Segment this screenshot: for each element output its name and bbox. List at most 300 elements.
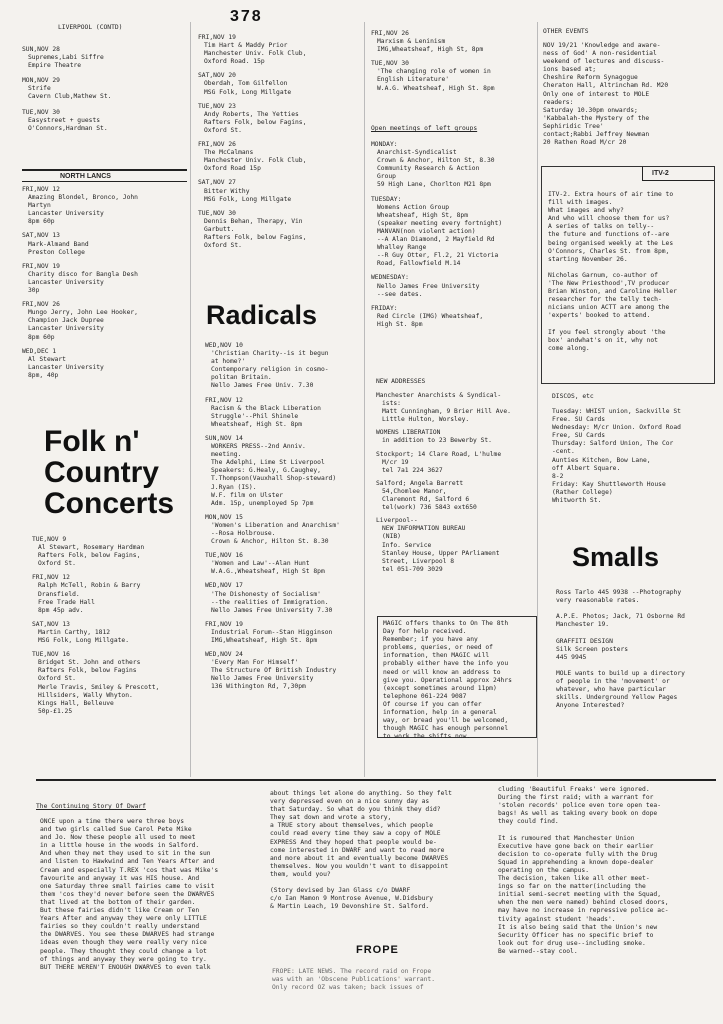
heading-line: Country xyxy=(44,456,159,489)
text-line: TUE,NOV 30 xyxy=(22,108,60,116)
magic-text xyxy=(383,620,533,741)
text-line: skills. Underground Yellow Pages xyxy=(556,694,678,702)
text-line: problems, queries, or need of xyxy=(383,644,493,652)
text-line: (Story devised by Jan Glass c/o DWARF xyxy=(270,887,411,895)
text-line: Oberdah, Tom Gilfellon xyxy=(204,80,288,88)
text-line xyxy=(548,264,712,272)
text-line: Womens Action Group xyxy=(377,203,450,211)
listing-entry xyxy=(376,451,536,475)
text-line: FRI,NOV 26 xyxy=(22,301,60,309)
text-line: It is also being said that the Union's new xyxy=(498,923,658,931)
text-line: What images and why? xyxy=(548,207,624,215)
text-line: Martyn xyxy=(28,202,51,210)
text-line: politan Britain. xyxy=(211,374,272,382)
new-addresses-header: NEW ADDRESSES xyxy=(376,378,426,385)
listing-entry xyxy=(22,46,187,70)
text-line: The decision, taken like all other meet- xyxy=(498,875,650,883)
itv2-text xyxy=(548,191,712,353)
listing-entry xyxy=(371,196,536,269)
text-line: c/o Ian Mamon 9 Montrose Avenue, W.Didsbury xyxy=(270,895,434,903)
text-line: Bitter Withy xyxy=(204,187,250,195)
text-line: Crown & Anchor, Hilton St, 8.30 xyxy=(377,157,495,165)
listing-entry xyxy=(198,210,363,250)
text-line: GRAFFITI DESIGN xyxy=(556,637,613,645)
text-line: Matt Cunningham, 9 Brier Hill Ave. xyxy=(382,408,511,416)
text-line: 8pm, 40p xyxy=(28,371,59,379)
text-line: fill with images. xyxy=(548,199,613,207)
text-line: Merle Travis, Smiley & Prescott, xyxy=(38,683,160,691)
text-line: Road, Fallowfield M.14 xyxy=(377,260,461,268)
text-line: come along. xyxy=(548,344,590,352)
page-number: 378 xyxy=(230,8,263,25)
text-line: -cent. xyxy=(552,448,575,456)
text-line: ness of God' A non-residential xyxy=(543,50,657,58)
listing-entry xyxy=(22,232,187,256)
text-line: give you. Operational approx 24hrs xyxy=(383,676,512,684)
text-line: SUN,NOV 28 xyxy=(22,46,60,53)
text-line: Preston College xyxy=(28,248,85,256)
text-line: W.A.G.,Wheatsheaf, High St 8pm xyxy=(211,568,325,576)
text-line: and two girls called Sue Carol Pete Mike xyxy=(40,826,192,834)
text-line: Squad in apprehending a known dope-dealer xyxy=(498,858,654,866)
text-line: A series of talks on telly-- xyxy=(548,223,655,231)
text-line: Supremes,Labi Siffre xyxy=(28,54,104,62)
text-line: Cream and especially T.REX 'cos that was Mike's xyxy=(40,866,219,874)
open-meetings-header: Open meetings of left groups xyxy=(371,125,478,132)
text-line: Mark-Almand Band xyxy=(28,240,89,248)
text-line: Only record OZ was taken; back issues of xyxy=(272,984,424,992)
text-line: NEW INFORMATION BUREAU xyxy=(382,525,466,533)
text-line: Free. SU Cards xyxy=(552,416,606,424)
story-column-2 xyxy=(270,790,502,911)
text-line: O'Connors,Hardman St. xyxy=(28,124,108,132)
text-line: Nello James Free Univ. 7.30 xyxy=(211,382,314,390)
text-line: Contemporary religion in cosmo- xyxy=(211,366,329,374)
text-line: Cheraton Hall, Altrincham Rd. M20 xyxy=(543,82,669,90)
discos-listings xyxy=(552,408,720,505)
text-line: FRI,NOV 12 xyxy=(22,186,60,193)
north-lancs-listings xyxy=(22,186,187,386)
text-line: researcher for the telly tech- xyxy=(548,296,662,304)
text-line: Be warned--stay cool. xyxy=(498,947,578,955)
text-line: EXPRESS And they hoped that people would be- xyxy=(270,838,437,846)
column-rule xyxy=(190,22,191,777)
text-line: Lancaster University xyxy=(28,363,104,371)
text-line: Oxford St. xyxy=(38,675,76,683)
text-line: 'Christian Charity--is it begun xyxy=(211,350,329,358)
text-line: and listen to Hawkwind and Ten Years After and xyxy=(40,858,215,866)
listing-entry xyxy=(22,109,187,133)
text-line: tel(work) 736 5843 ext650 xyxy=(382,504,477,512)
text-line: Community Research & Action xyxy=(377,165,480,173)
text-line: Al Stewart xyxy=(28,355,66,363)
text-line: Rafters Folk, below Fagins, xyxy=(38,552,141,560)
text-line: It is rumoured that Manchester Union xyxy=(498,834,635,842)
listing-entry xyxy=(22,301,187,341)
text-line: 54,Chomlee Manor, xyxy=(382,487,447,495)
text-line: Little Hulton, Worsley. xyxy=(382,416,470,424)
text-line: Info. Service xyxy=(382,541,432,549)
text-line: 'The Dishonesty of Socialism' xyxy=(211,590,321,598)
text-line: 'The changing role of women in xyxy=(377,68,491,76)
listing-entry xyxy=(371,305,536,329)
text-line: 20 Rathen Road M/cr 20 xyxy=(543,139,627,147)
text-line: initial semi-secret meeting with the Squad, xyxy=(498,891,662,899)
radicals-heading: Radicals xyxy=(206,300,318,330)
text-line: 'The New Priesthood',TV producer xyxy=(548,280,670,288)
text-line: (NIB) xyxy=(382,533,401,541)
text-line: need or will know an address to xyxy=(383,668,501,676)
text-line: in addition to 23 Bewerby St. xyxy=(382,437,492,445)
text-line: Salford; Angela Barrett xyxy=(376,479,464,487)
text-line: --A Alan Diamond, 2 Mayfield Rd xyxy=(377,236,495,244)
text-line: Racism & the Black Liberation xyxy=(211,404,321,412)
heading-line: Folk n' xyxy=(44,425,140,458)
text-line: & Martin Leach, 19 Devonshire St. Salford. xyxy=(270,903,430,911)
text-line: Oxford St. xyxy=(204,242,242,250)
other-events-header: OTHER EVENTS xyxy=(543,28,589,35)
text-line: Red Circle (IMG) Wheatsheaf, xyxy=(377,312,484,320)
text-line: Nello James Free University xyxy=(377,282,480,290)
text-line: Day for help received. xyxy=(383,628,467,636)
text-line: FRI,NOV 19 xyxy=(198,34,236,41)
text-line: Kings Hall, Belleuve xyxy=(38,699,114,707)
listing-entry xyxy=(205,397,365,429)
text-line: 8pm 60p xyxy=(28,333,55,341)
text-line: TUE,NOV 9 xyxy=(32,536,67,543)
text-line: Claremont Rd, Salford 6 xyxy=(382,496,470,504)
text-line: FRI,NOV 26 xyxy=(198,141,236,149)
text-line: Oxford Road 15p xyxy=(204,165,261,173)
listing-entry xyxy=(22,77,187,101)
north-lancs-header: NORTH LANCS xyxy=(60,173,111,180)
text-line: Lancaster University xyxy=(28,325,104,333)
text-line: Ross Tarlo 445 9938 --Photography xyxy=(556,589,682,596)
text-line: and Jo. Now these people all used to meet xyxy=(40,834,196,842)
text-line: when the men were named) behind closed doors, xyxy=(498,899,669,907)
text-line: Manchester 19. xyxy=(556,621,610,629)
text-line: IMG,Wheatsheaf, High St. 8pm xyxy=(211,637,318,644)
text-line: bags! As well as taking every book on dope xyxy=(498,810,658,818)
text-line: that Saturday. So what do you think they did? xyxy=(270,806,441,814)
text-line: J.Ryan (IS). xyxy=(211,483,257,491)
text-line: FROPE: LATE NEWS. The record raid on Frope xyxy=(272,968,432,975)
text-line: TUESDAY: xyxy=(371,195,402,203)
text-line: FRI,NOV 19 xyxy=(22,262,60,270)
text-line: 'stolen records' police even tore open tea- xyxy=(498,802,662,810)
text-line: TUE,NOV 16 xyxy=(32,651,70,659)
text-line: Friday: Kay Shuttleworth House xyxy=(552,480,666,488)
text-line: 50p-£1.25 xyxy=(38,707,73,715)
text-line: Bridget St. John and others xyxy=(38,659,141,667)
text-line: whatever, who have particular xyxy=(556,686,666,694)
text-line: 59 High Lane, Chorlton M21 8pm xyxy=(377,181,491,189)
listing-entry xyxy=(205,651,365,691)
text-line: Cavern Club,Mathew St. xyxy=(28,93,112,101)
text-line: ONCE upon a time there were three boys xyxy=(40,818,185,825)
frope-text xyxy=(272,968,504,992)
text-line: FRIDAY: xyxy=(371,304,398,312)
text-line: Group xyxy=(377,173,396,181)
text-line: 'experts' booked to attend. xyxy=(548,312,651,320)
text-line: Aunties Kitchen, Bow Lane, xyxy=(552,456,651,464)
text-line: 'Kabbalah-the Mystery of the xyxy=(543,114,650,122)
text-line: TUE,NOV 30 xyxy=(371,60,409,68)
listing-entry xyxy=(198,179,363,203)
text-line: High St. 8pm xyxy=(377,320,423,328)
text-line xyxy=(548,321,712,329)
text-line: They sat down and wrote a story, xyxy=(270,814,392,822)
text-line: Tim Hart & Maddy Prior xyxy=(204,42,288,50)
text-line: fairies so they couldn't really understand xyxy=(40,923,200,931)
text-line: W.F. film on Ulster xyxy=(211,491,284,499)
text-line: BUT THERE WEREN'T ENOUGH DWARVES to even talk xyxy=(40,963,211,971)
text-line: SAT,NOV 13 xyxy=(32,620,70,628)
text-line: may have no increase in repressive police ac- xyxy=(498,907,669,915)
listing-entry xyxy=(205,621,365,645)
text-line: TUE,NOV 16 xyxy=(205,552,243,560)
text-line xyxy=(498,826,720,834)
text-line: Mungo Jerry, John Lee Hooker, xyxy=(28,309,138,317)
text-line: WED,DEC 1 xyxy=(22,347,57,355)
text-line: Rafters Folk, below Fagins, xyxy=(204,118,307,126)
text-line: 445 9945 xyxy=(556,653,587,661)
text-line: ideas even though they were really very nice xyxy=(40,939,207,947)
text-line: Executive have gone back on their earlier xyxy=(498,842,654,850)
text-line: ions based at; xyxy=(543,66,597,74)
text-line: Manchester Anarchists & Syndical- xyxy=(376,392,502,399)
text-line: WED,NOV 24 xyxy=(205,651,243,659)
text-line: T.Thompson(Vauxhall Shop-steward) xyxy=(211,475,337,483)
text-line: Free, SU Cards xyxy=(552,432,606,440)
text-line: Al Stewart, Rosemary Hardman xyxy=(38,544,145,552)
listing-entry xyxy=(198,103,363,135)
folk-listings xyxy=(32,536,187,722)
text-line: MSG Folk, Long Millgate. xyxy=(38,637,129,645)
listing-entry xyxy=(371,274,536,298)
text-line: Anarchist-Syndicalist xyxy=(377,149,457,157)
text-line: A.P.E. Photos; Jack, 71 Osborne Rd xyxy=(556,613,685,621)
text-line: of things and anyway they were going to try. xyxy=(40,955,207,963)
text-line: ITV-2. Extra hours of air time to xyxy=(548,191,674,198)
text-line: TUE,NOV 23 xyxy=(198,102,236,110)
text-line: ists: xyxy=(382,400,401,408)
divider xyxy=(22,181,187,182)
listing-entry xyxy=(376,392,536,424)
text-line: 8pm 60p xyxy=(28,218,55,226)
text-line: tivity against student 'heads'. xyxy=(498,915,616,923)
text-line: Free Trade Hall xyxy=(38,598,95,606)
text-line: WOMENS LIBERATION xyxy=(376,429,441,437)
listing-entry xyxy=(205,552,365,576)
text-line: Crown & Anchor, Hilton St. 8.30 xyxy=(211,538,329,546)
text-line: decision to co-operate fully with the Drug xyxy=(498,850,658,858)
listing-entry xyxy=(205,514,365,546)
text-line: Empire Theatre xyxy=(28,62,82,70)
magic-box xyxy=(377,616,537,741)
smalls-heading: Smalls xyxy=(572,542,660,572)
radicals-listings xyxy=(205,342,365,698)
story-column-1 xyxy=(40,818,265,972)
text-line: information, help in a general xyxy=(383,709,497,717)
text-line: Cheshire Reform Synagogue xyxy=(543,74,638,82)
text-line: Adm. 15p, unemployed 5p 7pm xyxy=(211,499,314,507)
text-line: (except sometimes around 11pm) xyxy=(383,684,497,692)
listing-entry xyxy=(32,574,187,614)
text-line: themselves. Now you wouldn't want to disappoint xyxy=(270,862,449,870)
text-line: in a little house in the woods in Salford. xyxy=(40,842,200,850)
text-line: people. They thought they could change a lot xyxy=(40,947,207,955)
listing-entry xyxy=(198,34,363,66)
text-line: 30p xyxy=(28,287,40,295)
text-line: Hillsiders, Wally Whyton. xyxy=(38,691,133,699)
divider xyxy=(22,169,187,171)
text-line: Nello James Free University xyxy=(211,675,314,683)
listing-entry xyxy=(198,141,363,173)
text-line: --R Guy Otter, Fl.2, 21 Victoria xyxy=(377,252,499,260)
itv2-box xyxy=(541,166,715,384)
text-line: MON,NOV 29 xyxy=(22,77,60,85)
liverpool-listings xyxy=(22,46,187,140)
text-line: Industrial Forum--Stan Higginson xyxy=(211,628,333,636)
text-line: very reasonable rates. xyxy=(556,597,640,605)
text-line: Andy Roberts, The Yetties xyxy=(204,110,299,118)
text-line: Manchester Univ. Folk Club, xyxy=(204,50,307,58)
text-line: WED,NOV 17 xyxy=(205,582,243,590)
text-line: FRI,NOV 19 xyxy=(205,620,243,628)
text-line: the future and functions of--are xyxy=(548,231,670,239)
text-line: Dennis Behan, Therapy, Vin xyxy=(204,217,303,225)
listing-entry xyxy=(371,141,536,190)
text-line: operating on the campus. xyxy=(498,866,589,874)
liverpool-contd-header xyxy=(58,24,122,32)
text-line: Rafters Folk, below Fagins, xyxy=(204,233,307,241)
text-line: MSG Folk, Long Millgate xyxy=(204,88,292,96)
text-line: Stanley House, Upper PArliament xyxy=(382,549,500,557)
text-line: Marxism & Leninism xyxy=(377,38,446,46)
text-line: The Structure Of British Industry xyxy=(211,667,337,675)
story-title: The Continuing Story Of Dwarf xyxy=(36,803,146,810)
text-line: Stockport; 14 Clare Road, L'hulme xyxy=(376,450,502,458)
text-line: look out for drug use--including smoke. xyxy=(498,939,646,947)
text-line: information, then MAGIC will xyxy=(383,652,490,660)
text-line: could read every time they saw a copy of MOLE xyxy=(270,830,441,838)
text-line: WED,NOV 10 xyxy=(205,342,243,349)
divider xyxy=(642,167,643,180)
text-line: being organised weekly at the Les xyxy=(548,239,674,247)
text-line: Garbutt. xyxy=(204,225,235,233)
text-line xyxy=(270,879,502,887)
text-line: The McCalmans xyxy=(204,149,254,157)
text-line: Sephiridic Tree' xyxy=(543,122,604,130)
text-line: the DWARVES. You see these DWARVES had strange xyxy=(40,931,215,939)
text-line: 8pm 45p adv. xyxy=(38,606,84,614)
text-line: Years After and anyway they were only LITTLE xyxy=(40,915,207,923)
heading-line: Concerts xyxy=(44,487,175,520)
text-line: way, or bread you'll be welcomed, xyxy=(383,717,509,725)
listing-entry xyxy=(371,30,536,54)
text-line: at home?' xyxy=(211,358,246,366)
text-line: contact;Rabbi Jeffrey Newman xyxy=(543,131,650,139)
text-line: them, would you? xyxy=(270,870,331,878)
text-line xyxy=(556,662,721,670)
text-line: Lancaster University xyxy=(28,210,104,218)
text-line: MONDAY: xyxy=(371,141,398,148)
open-meetings-listings xyxy=(371,141,536,335)
text-line: MANVAN(non violent action) xyxy=(377,227,476,235)
text-line: Anyone Interested? xyxy=(556,702,625,710)
text-line: Silk Screen posters xyxy=(556,645,629,653)
listing-entry xyxy=(22,186,187,226)
text-line: But these fairies didn't like Cream or Ten xyxy=(40,907,200,915)
listing-entry xyxy=(376,480,536,512)
text-line: Oxford Road. 15p xyxy=(204,58,265,66)
itv2-header: ITV-2 xyxy=(652,170,669,177)
text-line: weekend of lectures and discuss- xyxy=(543,58,665,66)
new-addresses-listings xyxy=(376,392,536,579)
listing-entry xyxy=(32,621,187,645)
text-line: 8-2 xyxy=(552,472,564,480)
text-line: MOLE wants to build up a directory xyxy=(556,669,685,677)
text-line: SAT,NOV 13 xyxy=(22,232,60,240)
listing-entry xyxy=(376,517,536,574)
text-line: about things let alone do anything. So they felt xyxy=(270,790,452,797)
text-line: that lived at the bottom of their garden. xyxy=(40,898,196,906)
text-line: off Albert Square. xyxy=(552,464,621,472)
text-line: Nicholas Garnum, co-author of xyxy=(548,271,658,279)
listing-entry xyxy=(371,60,536,92)
listing-entry xyxy=(205,582,365,614)
text-line: to work the shifts now. xyxy=(383,733,471,741)
text-line: English Literature' xyxy=(377,76,450,84)
frope-heading: FROPE xyxy=(356,944,399,956)
text-line: Champion Jack Dupree xyxy=(28,317,104,325)
listing-entry xyxy=(22,348,187,380)
text-line: O'Connors, Charles St. from 8pm, xyxy=(548,247,670,255)
text-line: Oxford St. xyxy=(38,560,76,568)
text-line: Ralph McTell, Robin & Barry xyxy=(38,582,141,590)
text-line: a TRUE story about themselves, which people xyxy=(270,822,434,830)
folk-listings-continued xyxy=(198,34,363,256)
text-line: WORKERS PRESS--2nd Anniv. xyxy=(211,443,306,451)
text-line: --see dates. xyxy=(377,290,423,298)
text-line: Only one of interest to MOLE xyxy=(543,90,650,98)
text-line: Remember; if you have any xyxy=(383,636,478,644)
text-line: cluding 'Beautiful Freaks' were ignored. xyxy=(498,786,650,793)
text-line: SUN,NOV 14 xyxy=(205,434,243,442)
text-line: FRI,NOV 12 xyxy=(32,574,70,582)
text-line: they could find. xyxy=(498,818,559,826)
text-line: TUE,NOV 30 xyxy=(198,209,236,217)
text-line: Liverpool-- xyxy=(376,517,418,525)
text-line: During the first raid; with a warrant for xyxy=(498,794,654,802)
text-line: Oxford St. xyxy=(204,126,242,134)
text-line: tel 7a1 224 3627 xyxy=(382,466,443,474)
text-line: W.A.G. Wheatsheaf, High St. 8pm xyxy=(377,84,495,92)
text-line: Brian Winston, and Caroline Heller xyxy=(548,288,677,296)
text-line xyxy=(556,629,721,637)
column-rule xyxy=(537,22,538,777)
story-column-3 xyxy=(498,786,720,956)
text-line: Security Officer has no specific brief to xyxy=(498,931,654,939)
listing-entry xyxy=(198,72,363,96)
text-line: MON,NOV 15 xyxy=(205,513,243,521)
divider xyxy=(642,180,714,181)
listing-entry xyxy=(22,263,187,295)
text-line: Whitworth St. xyxy=(552,497,602,505)
text-line: Of course if you can offer xyxy=(383,700,482,708)
text-line: WEDNESDAY: xyxy=(371,274,409,282)
